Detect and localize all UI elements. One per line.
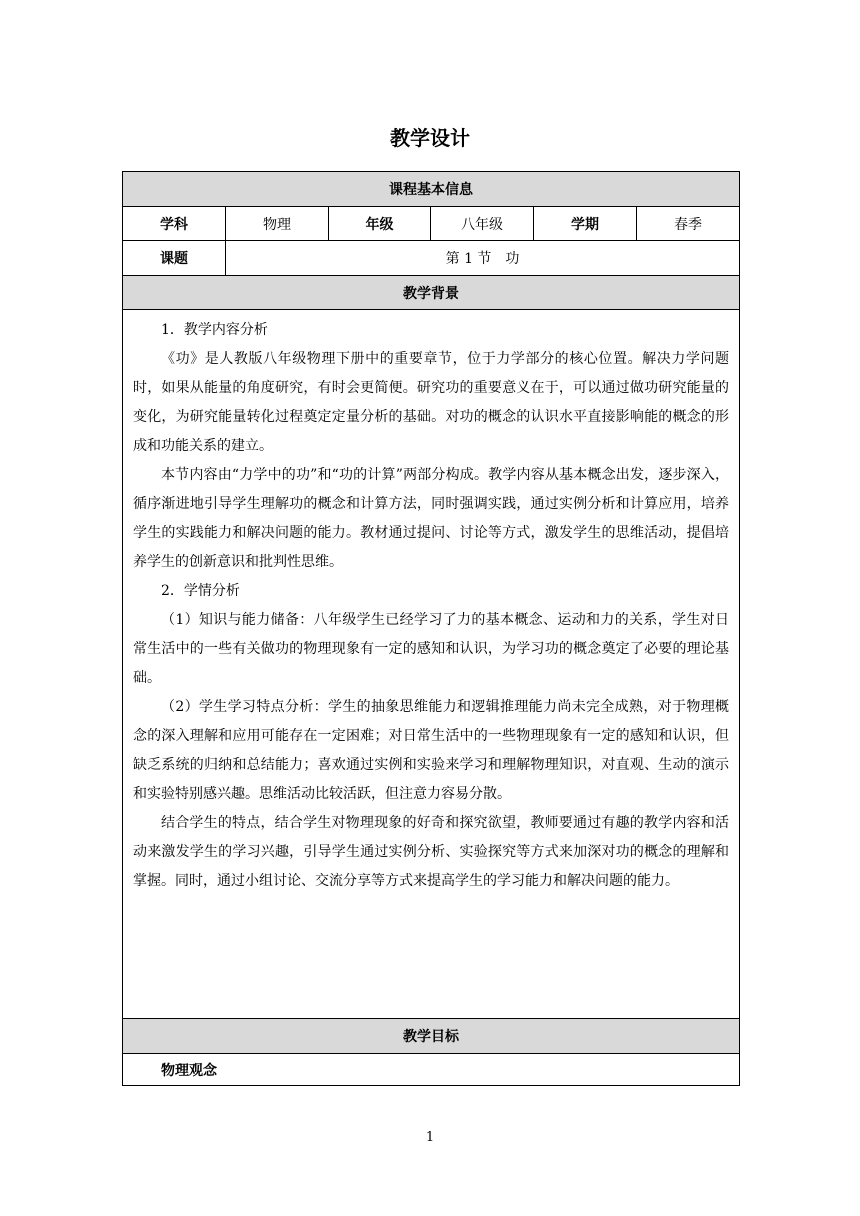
info-row <box>123 207 740 241</box>
subject-value: 物理 <box>226 207 329 241</box>
goals-body-row <box>123 1054 740 1086</box>
subject-label: 学科 <box>123 207 226 241</box>
lesson-plan-table <box>122 171 740 1086</box>
background-header-row <box>123 276 740 310</box>
background-paragraph: 结合学生的特点，结合学生对物理现象的好奇和探究欲望，教师要通过有趣的教学内容和活动来激发学生的学习兴趣，引导学生通过实例分析、实验探究等方式来加深对功的概念的理解和掌握。同时，通过小组讨论、交流分享等方式来提高学生的学习能力和解决问题的能力。 <box>133 815 730 889</box>
background-paragraph: 本节内容由“力学中的功”和“功的计算”两部分构成。教学内容从基本概念出发，逐步深入，循序渐进地引导学生理解功的概念和计算方法，同时强调实践，通过实例分析和计算应用，培养学生的实践能力和解决问题的能力。教材通过提问、讨论等方式，激发学生的思维活动，提倡培养学生的创新意识和批判性思维。 <box>133 467 730 570</box>
background-body-row <box>123 310 740 1019</box>
grade-value: 八年级 <box>431 207 534 241</box>
background-paragraph: （1）知识与能力储备：八年级学生已经学习了力的基本概念、运动和力的关系，学生对日常生活中的一些有关做功的物理现象有一定的感知和认识，为学习功的概念奠定了必要的理论基础。 <box>133 612 730 686</box>
topic-value: 第 1 节 功 <box>226 241 740 276</box>
background-paragraph: 1．教学内容分析 <box>161 322 268 338</box>
grade-label: 年级 <box>329 207 431 241</box>
topic-row <box>123 241 740 276</box>
basic-info-header: 课程基本信息 <box>123 172 740 207</box>
goals-first-item: 物理观念 <box>123 1054 740 1086</box>
background-header: 教学背景 <box>123 276 740 310</box>
term-value: 春季 <box>637 207 740 241</box>
background-paragraph: 《功》是人教版八年级物理下册中的重要章节，位于力学部分的核心位置。解决力学问题时，如果从能量的角度研究，有时会更简便。研究功的重要意义在于，可以通过做功研究能量的变化，为研究能量转化过程奠定定量分析的基础。对功的概念的认识水平直接影响能的概念的形成和功能关系的建立。 <box>133 351 730 454</box>
background-paragraph: 2．学情分析 <box>161 583 240 599</box>
document-title: 教学设计 <box>390 126 470 150</box>
background-body <box>123 310 740 1019</box>
page-number: 1 <box>425 1130 435 1145</box>
background-paragraph: （2）学生学习特点分析：学生的抽象思维能力和逻辑推理能力尚未完全成熟，对于物理概念的深入理解和应用可能存在一定困难；对日常生活中的一些物理现象有一定的感知和认识，但缺乏系统的归纳和总结能力；喜欢通过实例和实验来学习和理解物理知识，对直观、生动的演示和实验特别感兴趣。思维活动比较活跃，但注意力容易分散。 <box>133 699 730 802</box>
basic-info-header-row <box>123 172 740 207</box>
goals-header-row <box>123 1019 740 1054</box>
topic-label: 课题 <box>123 241 226 276</box>
goals-header: 教学目标 <box>123 1019 740 1054</box>
term-label: 学期 <box>534 207 637 241</box>
